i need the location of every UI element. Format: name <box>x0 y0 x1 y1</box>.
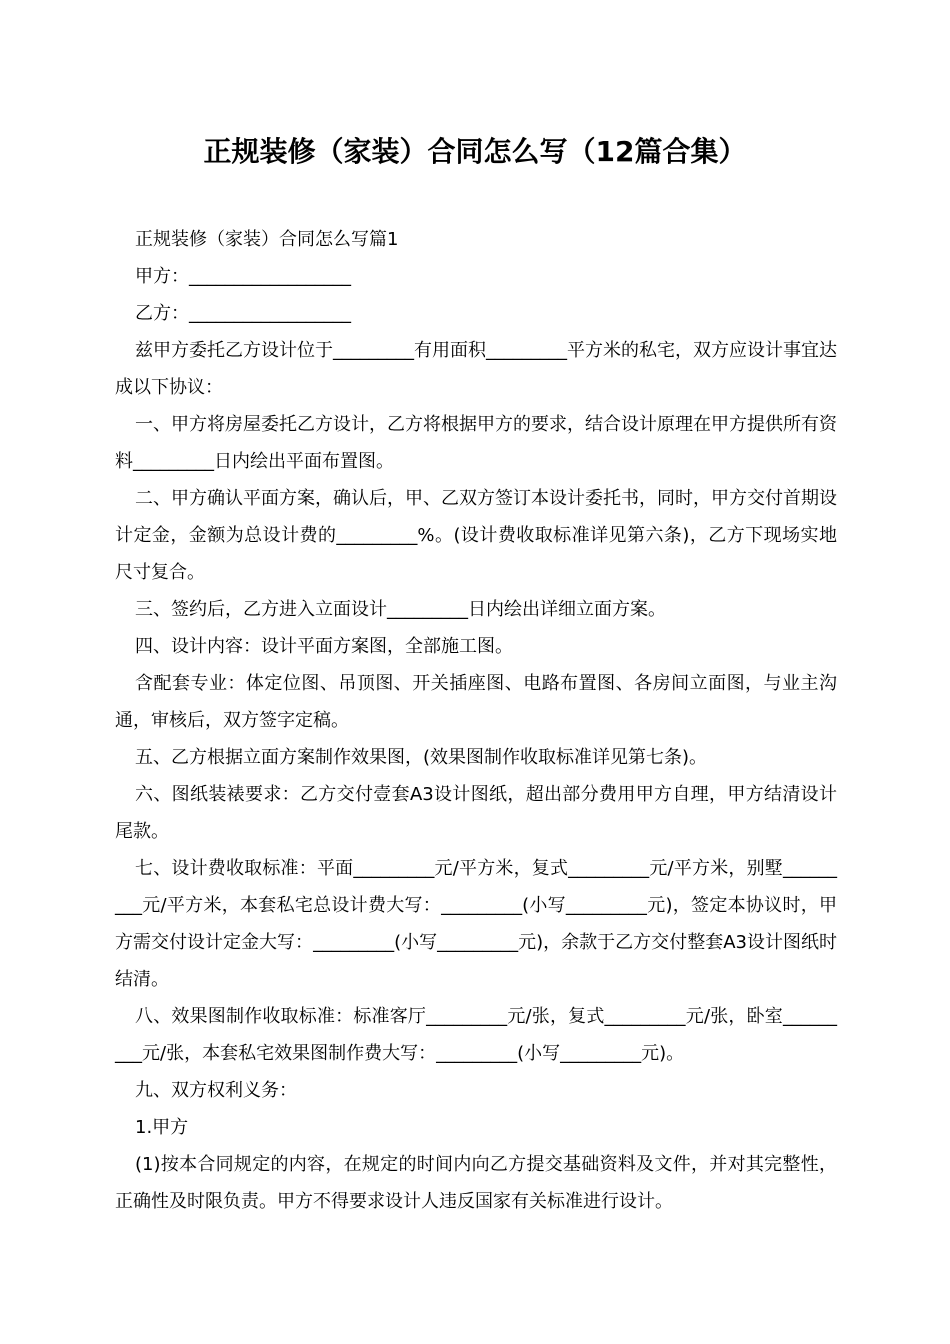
clause-1: 一、甲方将房屋委托乙方设计，乙方将根据甲方的要求，结合设计原理在甲方提供所有资料_________日内绘出平面布置图。 <box>115 414 837 472</box>
clause-4: 四、设计内容：设计平面方案图，全部施工图。 <box>135 636 513 657</box>
preamble-paragraph: 兹甲方委托乙方设计位于_________有用面积_________平方米的私宅，双方应设计事宜达成以下协议： <box>115 340 837 398</box>
party-a-line: 甲方：__________________ <box>135 266 351 287</box>
clause-4-detail: 含配套专业：体定位图、吊顶图、开关插座图、电路布置图、各房间立面图，与业主沟通，审核后，双方签字定稿。 <box>115 673 837 731</box>
clause-3: 三、签约后，乙方进入立面设计_________日内绘出详细立面方案。 <box>135 599 666 620</box>
document-title: 正规装修（家装）合同怎么写（12篇合集） <box>203 135 747 168</box>
party-b-line: 乙方：__________________ <box>135 303 351 324</box>
clause-9: 九、双方权利义务： <box>135 1080 297 1101</box>
clause-8: 八、效果图制作收取标准：标准客厅_________元/张，复式_________元/张，卧室_________元/张，本套私宅效果图制作费大写：_________(小写_________元)。 <box>115 1006 837 1064</box>
clause-2: 二、甲方确认平面方案，确认后，甲、乙双方签订本设计委托书，同时，甲方交付首期设计定金，金额为总设计费的_________%。(设计费收取标准详见第六条)，乙方下现场实地尺寸复合。 <box>115 488 837 583</box>
clause-9-party-a: 1.甲方 <box>135 1117 189 1138</box>
clause-9-item-1: (1)按本合同规定的内容，在规定的时间内向乙方提交基础资料及文件，并对其完整性，正确性及时限负责。甲方不得要求设计人违反国家有关标准进行设计。 <box>115 1154 837 1212</box>
clause-6: 六、图纸装裱要求：乙方交付壹套A3设计图纸，超出部分费用甲方自理，甲方结清设计尾款。 <box>115 784 837 842</box>
clause-7: 七、设计费收取标准：平面_________元/平方米，复式_________元/平方米，别墅_________元/平方米，本套私宅总设计费大写：_________(小写_________元)，签定本协议时，甲方需交付设计定金大写：_________(小写_________元)，余款于乙方交付整套A3设计图纸时结清。 <box>115 858 837 990</box>
section-heading: 正规装修（家装）合同怎么写篇1 <box>135 229 399 250</box>
clause-5: 五、乙方根据立面方案制作效果图，(效果图制作收取标准详见第七条)。 <box>135 747 708 768</box>
document-body <box>115 221 837 1220</box>
